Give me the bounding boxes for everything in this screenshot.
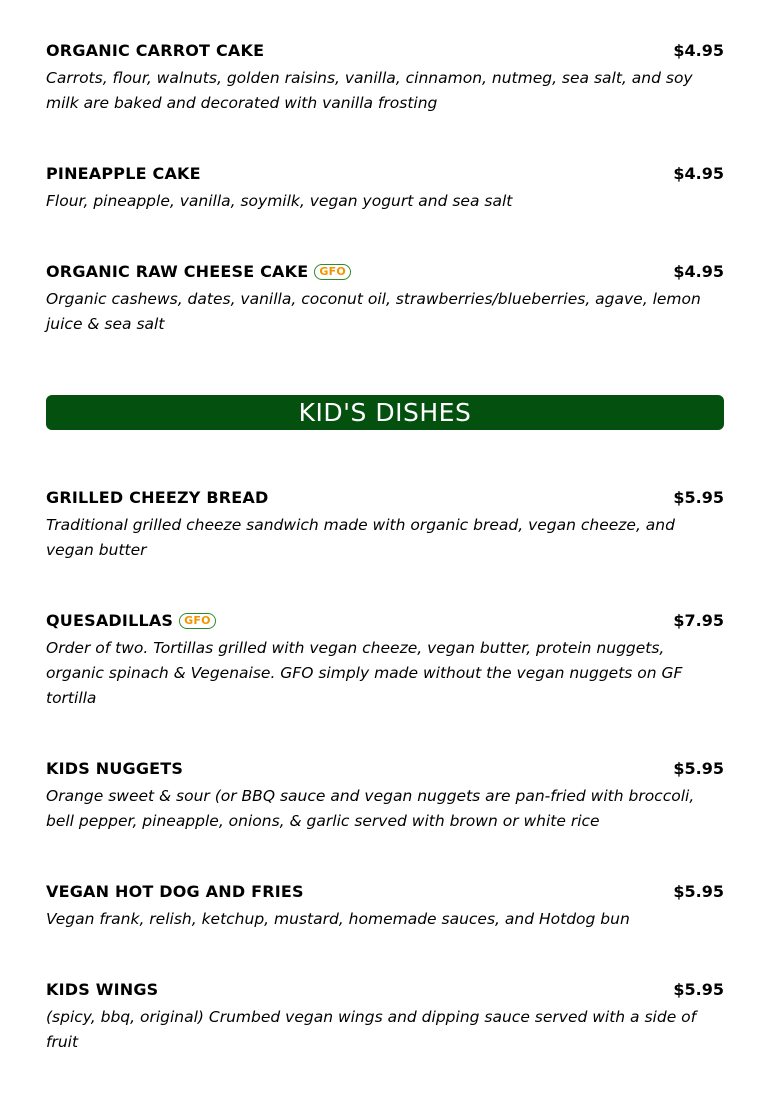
menu-item-name: GRILLED CHEEZY BREAD [46, 488, 269, 507]
menu-item-price: $5.95 [673, 882, 724, 901]
menu-item-name: ORGANIC CARROT CAKE [46, 41, 265, 60]
menu-item-name: KIDS NUGGETS [46, 759, 184, 778]
menu-item-header [46, 262, 724, 287]
menu-item-name-wrap [46, 262, 351, 281]
gluten-free-option-badge: GFO [314, 264, 351, 280]
menu-item-description: Organic cashews, dates, vanilla, coconut oil, strawberries/blueberries, agave, lemon juice & sea salt [46, 290, 701, 333]
menu-item-price: $4.95 [673, 164, 724, 183]
menu-item-price: $4.95 [673, 41, 724, 60]
menu-item-name-wrap [46, 611, 216, 630]
menu-item-description: Carrots, flour, walnuts, golden raisins, vanilla, cinnamon, nutmeg, sea salt, and soy milk are baked and decorated with vanilla frosting [46, 69, 693, 112]
menu-item [46, 488, 724, 563]
menu-item [46, 980, 724, 1055]
menu-item-description: Order of two. Tortillas grilled with vegan cheeze, vegan butter, protein nuggets, organic spinach & Vegenaise. GFO simply made without the vegan nuggets on GF tortilla [46, 639, 683, 707]
menu-item-price: $4.95 [673, 262, 724, 281]
menu-item-description: Traditional grilled cheeze sandwich made with organic bread, vegan cheeze, and vegan butter [46, 516, 675, 559]
menu-item-header [46, 41, 724, 66]
menu-item-price: $5.95 [673, 980, 724, 999]
menu-item-header [46, 980, 724, 1005]
menu-item-price: $5.95 [673, 759, 724, 778]
section-header-kids-dishes: KID'S DISHES [46, 395, 724, 430]
menu-item-description: Orange sweet & sour (or BBQ sauce and vegan nuggets are pan-fried with broccoli, bell pepper, pineapple, onions, & garlic served with brown or white rice [46, 787, 695, 830]
menu-item [46, 164, 724, 214]
menu-item-name: KIDS WINGS [46, 980, 159, 999]
menu-item-name: QUESADILLAS [46, 611, 174, 630]
menu-item-header [46, 882, 724, 907]
menu-item-name: PINEAPPLE CAKE [46, 164, 201, 183]
menu-item-description: (spicy, bbq, original) Crumbed vegan wings and dipping sauce served with a side of fruit [46, 1008, 697, 1051]
gluten-free-option-badge: GFO [179, 613, 216, 629]
menu-item [46, 262, 724, 337]
menu-item [46, 41, 724, 116]
menu-item-description: Flour, pineapple, vanilla, soymilk, vegan yogurt and sea salt [46, 192, 513, 210]
menu-item-price: $5.95 [673, 488, 724, 507]
menu-item-price: $7.95 [673, 611, 724, 630]
menu-item-name: ORGANIC RAW CHEESE CAKE [46, 262, 309, 281]
menu-item [46, 611, 724, 711]
menu-item-description: Vegan frank, relish, ketchup, mustard, homemade sauces, and Hotdog bun [46, 910, 630, 928]
menu-item-header [46, 611, 724, 636]
menu-item-header [46, 488, 724, 513]
menu-item-name: VEGAN HOT DOG AND FRIES [46, 882, 304, 901]
menu-item-header [46, 164, 724, 189]
menu-item-header [46, 759, 724, 784]
menu-item [46, 759, 724, 834]
menu-item [46, 882, 724, 932]
